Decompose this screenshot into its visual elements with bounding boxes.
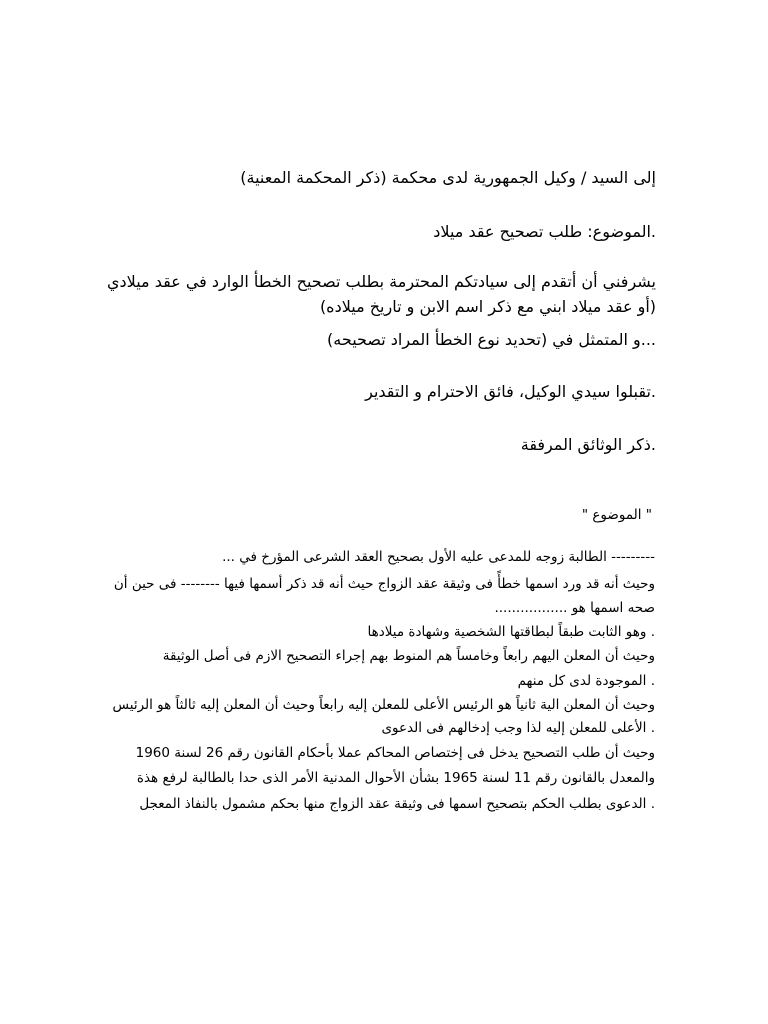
- closing-line: .تقبلوا سيدي الوكيل، فائق الاحترام و التقدير: [365, 382, 656, 401]
- section-line: . الدعوى بطلب الحكم بتصحيح اسمها فى وثيقة عقد الزواج منها بحكم مشمول بالنفاذ المعجل: [139, 796, 655, 812]
- attachments-line: .ذكر الوثائق المرفقة: [520, 435, 656, 454]
- section-line: وحيث أن طلب التصحيح يدخل فى إختصاص المحاكم عملا بأحكام القانون رقم 26 لسنة 1960: [135, 745, 655, 761]
- section-line: --------- الطالبة زوجه للمدعى عليه الأول بصحيح العقد الشرعى المؤرخ في ...: [222, 549, 655, 565]
- section-line: . الأعلى للمعلن إليه لذا وجب إدخالهم فى الدعوى: [381, 720, 655, 736]
- section-line: وحيث أنه قد ورد اسمها خطأً فى وثيقة عقد الزواج حيث أنه قد ذكر أسمها فيها -------- فى حين أن: [113, 576, 655, 592]
- body-line-3: ...و المتمثل في (تحديد نوع الخطأ المراد تصحيحه): [327, 330, 656, 349]
- section-line: وحيث أن المعلن الية ثانياً هو الرئيس الأعلى للمعلن إليه رابعاً وحيث أن المعلن إليه ثالثاً هو الرئيس: [112, 697, 655, 713]
- section-line: . الموجودة لدى كل منهم: [517, 673, 655, 689]
- section-heading: " الموضوع ": [581, 507, 652, 523]
- body-line-1: يشرفني أن أتقدم إلى سيادتكم المحترمة بطلب تصحيح الخطأ الوارد في عقد ميلادي: [107, 272, 656, 291]
- body-line-2: (أو عقد ميلاد ابني مع ذكر اسم الابن و تاريخ ميلاده): [319, 297, 656, 316]
- subject-line: .الموضوع: طلب تصحيح عقد ميلاد: [433, 222, 656, 241]
- section-line: والمعدل بالقانون رقم 11 لسنة 1965 بشأن الأحوال المدنية الأمر الذى حدا بالطالبة لرفع هذة: [136, 770, 655, 786]
- section-line: صحه اسمها هو .................: [494, 600, 655, 616]
- section-line: وحيث أن المعلن اليهم رابعاً وخامساً هم المنوط بهم إجراء التصحيح الازم فى أصل الوثيقة: [162, 648, 655, 664]
- addressee-line: إلى السيد / وكيل الجمهورية لدى محكمة (ذكر المحكمة المعنية): [240, 168, 656, 187]
- section-line: . وهو الثابت طبقاً لبطاقتها الشخصية وشهادة ميلادها: [367, 624, 655, 640]
